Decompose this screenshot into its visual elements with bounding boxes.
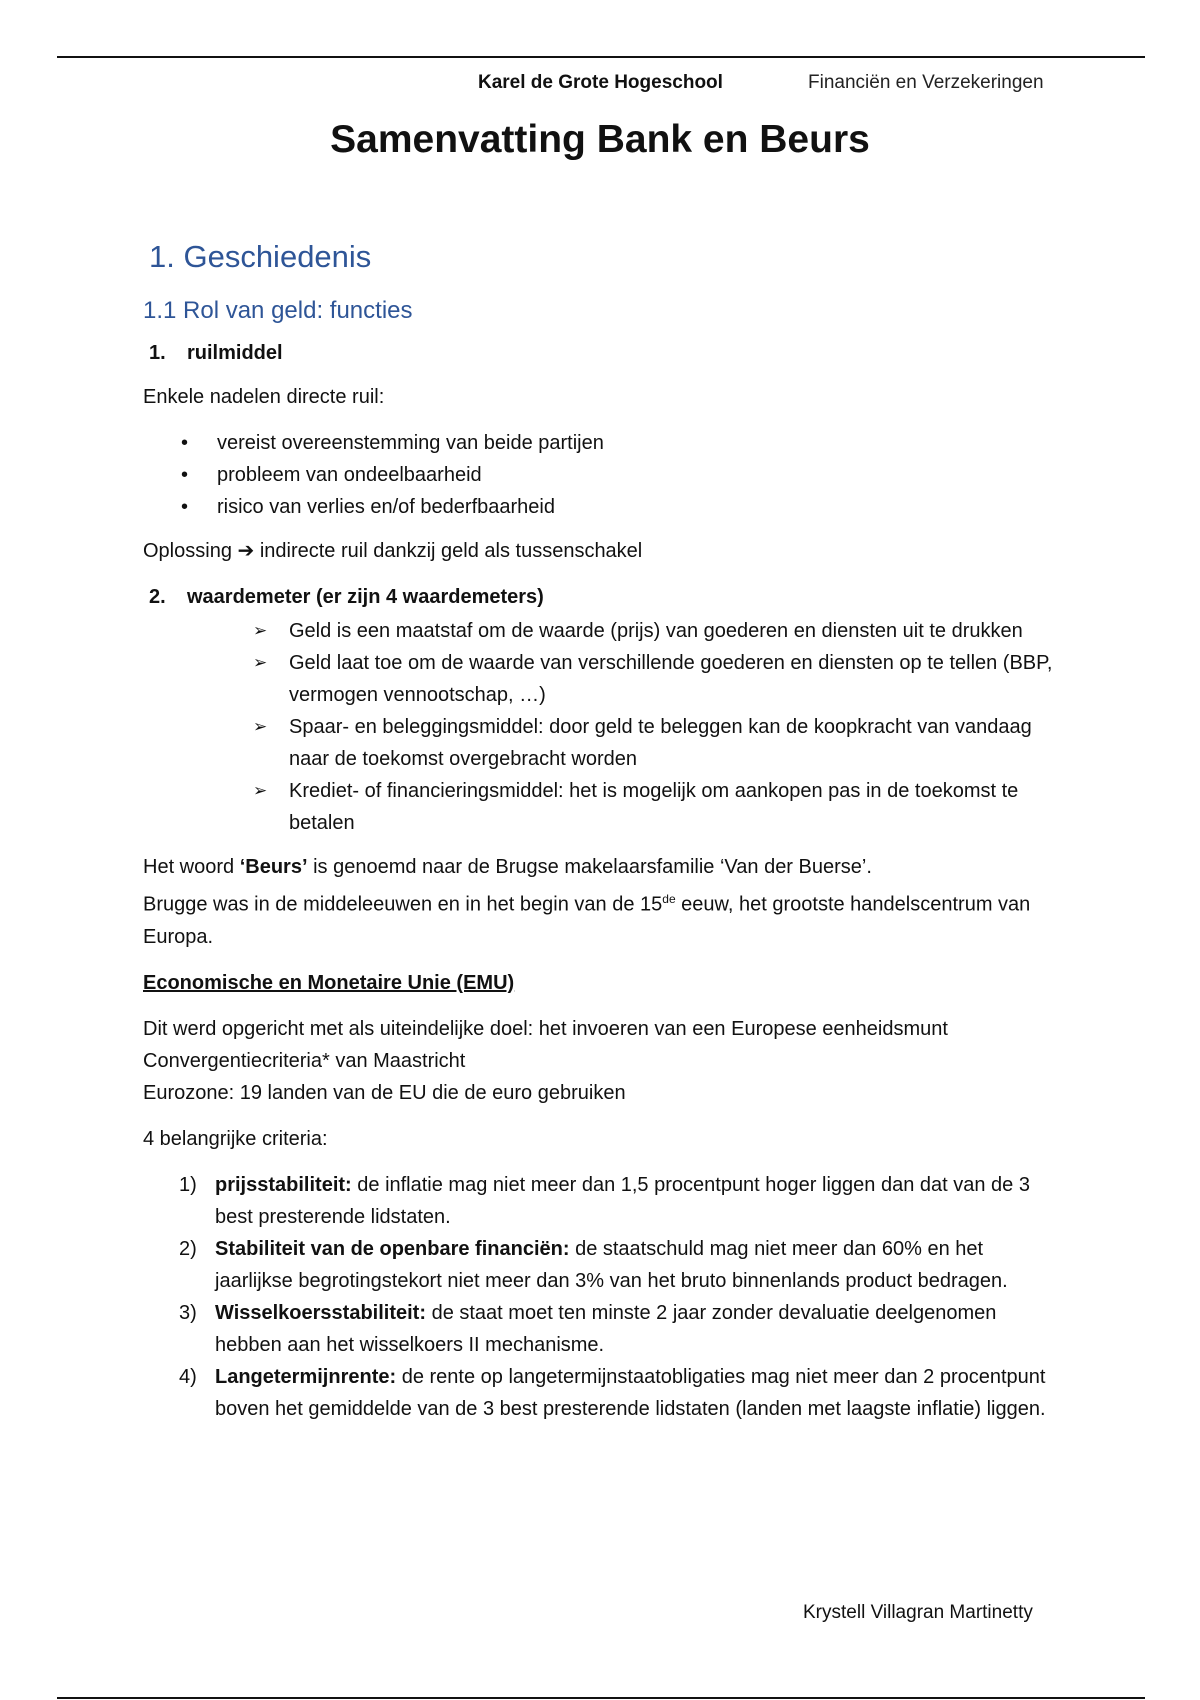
bullet-icon: • [181, 432, 189, 454]
section-heading: 1. Geschiedenis [149, 239, 372, 274]
arrowhead-bullet-icon: ➢ [253, 717, 268, 736]
list-item: ➢ Spaar- en beleggingsmiddel: door geld te beleggen kan de koopkracht van vandaag naar de toekomst overgebracht worden [253, 711, 1063, 775]
arrowhead-bullet-icon: ➢ [253, 621, 268, 640]
bullet-icon: • [181, 496, 189, 518]
criteria-item: 2) Stabiliteit van de openbare financiën: de staatschuld mag niet meer dan 60% en het jaarlijkse begrotingstekort niet meer dan 3% van het bruto binnenlands product bedragen. [179, 1237, 1008, 1292]
list-item: • risico van verlies en/of bederfbaarheid [181, 491, 1063, 523]
criteria-intro: 4 belangrijke criteria: [143, 1127, 328, 1150]
arrowhead-bullet-icon: ➢ [253, 781, 268, 800]
solution-text: Oplossing ➔ indirecte ruil dankzij geld als tussenschakel [143, 540, 643, 562]
item-waardemeter [149, 581, 1063, 613]
criteria-item: 3) Wisselkoersstabiliteit: de staat moet ten minste 2 jaar zonder devaluatie deelgenomen hebben aan het wisselkoers II mechanisme. [179, 1301, 997, 1356]
document-title: Samenvatting Bank en Beurs [330, 118, 870, 161]
arrow-bullet-list [143, 615, 1063, 839]
list-item: • probleem van ondeelbaarheid [181, 459, 1063, 491]
item-number: 2. [149, 586, 166, 608]
subsection-heading: 1.1 Rol van geld: functies [143, 297, 413, 324]
emu-paragraph: Dit werd opgericht met als uiteindelijke doel: het invoeren van een Europese eenheidsmunt Convergentiecriteria* van Maastricht Eurozone: 19 landen van de EU die de euro gebruiken [143, 1017, 948, 1104]
item-label: waardemeter (er zijn 4 waardemeters) [187, 586, 544, 608]
item-number: 1. [149, 342, 166, 364]
list-item: ➢ Geld laat toe om de waarde van verschillende goederen en diensten op te tellen (BBP, vermogen vennootschap, …) [253, 647, 1063, 711]
bullet-icon: • [181, 464, 189, 486]
bottom-rule [57, 1697, 1145, 1699]
footer-author: Krystell Villagran Martinetty [803, 1602, 1033, 1623]
item-ruilmiddel [149, 337, 1063, 369]
list-item: ➢ Geld is een maatstaf om de waarde (prijs) van goederen en diensten uit te drukken [253, 615, 1063, 647]
list-item: ➢ Krediet- of financieringsmiddel: het is mogelijk om aankopen pas in de toekomst te betalen [253, 775, 1063, 839]
item-label: ruilmiddel [187, 342, 283, 364]
document-body [143, 235, 1063, 1425]
list-item: • vereist overeenstemming van beide partijen [181, 427, 1063, 459]
criteria-item: 1) prijsstabiliteit: de inflatie mag niet meer dan 1,5 procentpunt hoger liggen dan dat van de 3 best presterende lidstaten. [179, 1173, 1030, 1228]
header-school: Karel de Grote Hogeschool [478, 72, 723, 93]
criteria-list [143, 1169, 1063, 1425]
intro-text: Enkele nadelen directe ruil: [143, 386, 385, 408]
bullet-list [143, 427, 1063, 523]
arrowhead-bullet-icon: ➢ [253, 653, 268, 672]
criteria-item: 4) Langetermijnrente: de rente op langetermijnstaatobligaties mag niet meer dan 2 procentpunt boven het gemiddelde van de 3 best presterende lidstaten (landen met laagste inflatie) liggen. [179, 1365, 1046, 1420]
header-department: Financiën en Verzekeringen [808, 72, 1044, 93]
arrow-right-icon: ➔ [237, 540, 255, 562]
beurs-paragraph: Het woord ‘Beurs’ is genoemd naar de Brugse makelaarsfamilie ‘Van der Buerse’. Brugge was in de middeleeuwen en in het begin van de 15de eeuw, het grootste handelscentrum van Europa. [143, 856, 1031, 948]
emu-heading: Economische en Monetaire Unie (EMU) [143, 971, 515, 994]
top-rule [57, 56, 1145, 58]
